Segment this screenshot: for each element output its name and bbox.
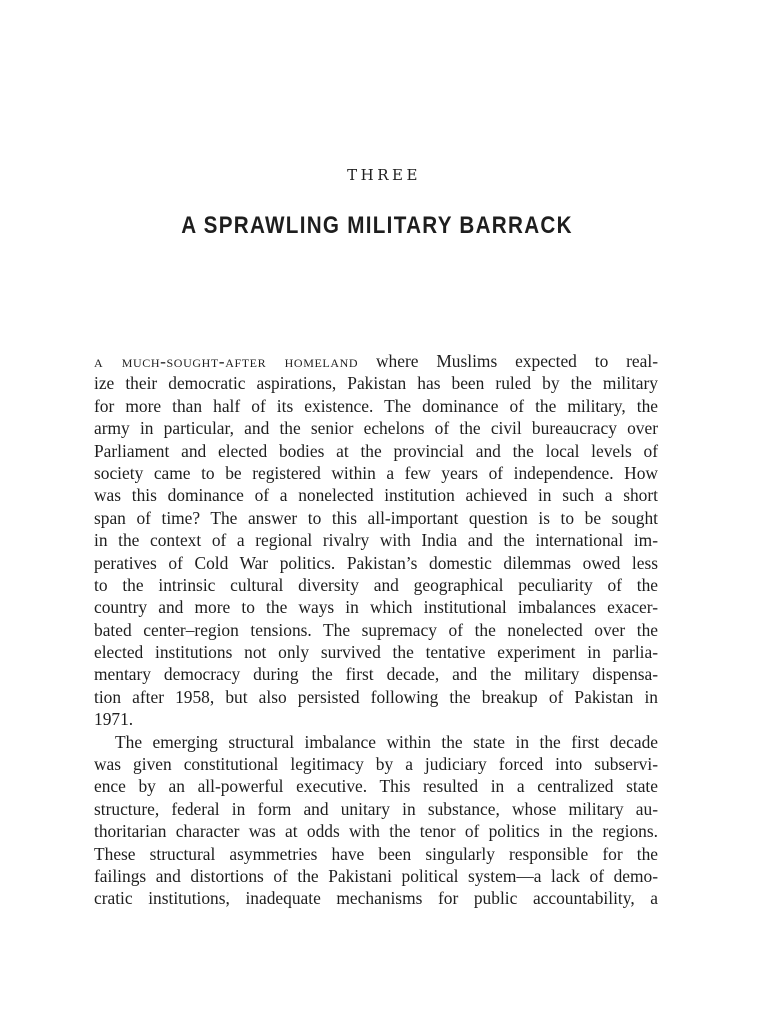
paragraph-line: thoritarian character was at odds with the tenor of politics in the regions. <box>94 821 658 842</box>
paragraph-line: ence by an all-powerful executive. This resulted in a centralized state <box>94 776 658 797</box>
chapter-title: A SPRAWLING MILITARY BARRACK <box>181 212 573 239</box>
paragraph-1 <box>94 350 658 731</box>
paragraph-line: cratic institutions, inadequate mechanisms for public accountability, a <box>94 888 658 909</box>
paragraph-line: Parliament and elected bodies at the provincial and the local levels of <box>94 440 658 461</box>
paragraph-line: country and more to the ways in which institutional imbalances exacer- <box>94 597 658 618</box>
paragraph-line: tion after 1958, but also persisted following the breakup of Pakistan in <box>94 686 658 707</box>
paragraph-line: elected institutions not only survived the tentative experiment in parlia- <box>94 642 658 663</box>
paragraph-line: was given constitutional legitimacy by a judiciary forced into subservi- <box>94 754 658 775</box>
chapter-number: THREE <box>347 166 421 184</box>
paragraph-line: failings and distortions of the Pakistani political system—a lack of demo- <box>94 865 658 886</box>
paragraph-line: 1971. <box>94 709 134 730</box>
paragraph-line <box>94 350 658 372</box>
paragraph-line: in the context of a regional rivalry with India and the international im- <box>94 530 658 551</box>
paragraph-line: for more than half of its existence. The dominance of the military, the <box>94 395 658 416</box>
paragraph-line: peratives of Cold War politics. Pakistan’s domestic dilemmas owed less <box>94 552 658 573</box>
paragraph-line: span of time? The answer to this all-important question is to be sought <box>94 507 658 528</box>
paragraph-2 <box>94 731 658 910</box>
paragraph-line: bated center–region tensions. The supremacy of the nonelected over the <box>94 619 658 640</box>
small-caps-lead-in: a much-sought-after homeland <box>94 351 359 371</box>
paragraph-line: structure, federal in form and unitary in substance, whose military au- <box>94 798 658 819</box>
paragraph-line: mentary democracy during the first decade, and the military dispensa- <box>94 664 658 685</box>
paragraph-line: ize their democratic aspirations, Pakistan has been ruled by the military <box>94 373 658 394</box>
paragraph-line: society came to be registered within a few years of independence. How <box>94 462 658 483</box>
paragraph-line: to the intrinsic cultural diversity and geographical peculiarity of the <box>94 574 658 595</box>
paragraph-line: army in particular, and the senior echelons of the civil bureaucracy over <box>94 418 658 439</box>
paragraph-line: was this dominance of a nonelected institution achieved in such a short <box>94 485 658 506</box>
paragraph-line: The emerging structural imbalance within the state in the first decade <box>115 731 658 752</box>
chapter-body <box>94 350 658 910</box>
line-text: where Muslims expected to real- <box>358 351 658 371</box>
paragraph-line: These structural asymmetries have been singularly responsible for the <box>94 843 658 864</box>
